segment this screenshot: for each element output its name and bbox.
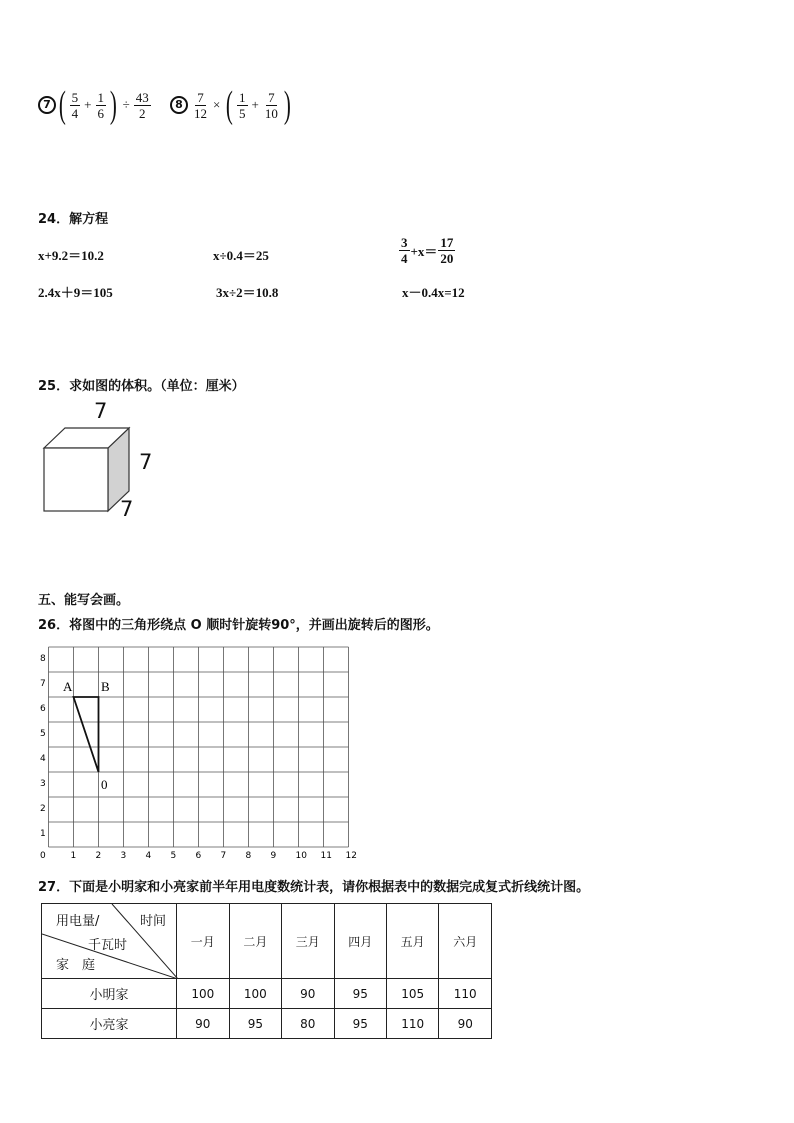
right-paren: ) (283, 84, 291, 126)
left-paren: ( (226, 84, 234, 126)
fraction: $\frac{3}{4}$ (401, 235, 408, 266)
point-b-label: B (101, 679, 110, 694)
fraction: $\frac{43}{2}$ (135, 89, 149, 121)
triangle-abo (74, 697, 99, 772)
month-header: 二月 (229, 904, 282, 979)
fraction: $\frac{1}{6}$ (97, 89, 104, 121)
q26-title: 26．将图中的三角形绕点 O 顺时针旋转90°，并画出旋转后的图形。 (38, 618, 439, 633)
cube-depth-dimension: 7 (120, 497, 134, 521)
x-axis-labels (40, 851, 357, 860)
table-cell: 80 (282, 1009, 334, 1039)
x-tick-label: 11 (320, 851, 332, 860)
x-tick-label: 8 (245, 851, 252, 860)
fraction: $\frac{7}{10}$ (264, 89, 278, 121)
y-tick-label: 3 (40, 779, 46, 789)
x-tick-label: 1 (70, 851, 77, 860)
q25-title: 25．求如图的体积。（单位：厘米） (38, 379, 245, 394)
x-tick-label: 0 (40, 851, 46, 860)
y-tick-label: 6 (40, 704, 46, 714)
table-cell: 95 (334, 1009, 386, 1039)
table-row (42, 1009, 492, 1039)
y-tick-label: 1 (40, 829, 46, 839)
electricity-usage-table (41, 903, 492, 1039)
equation-4: 2.4x＋9＝105 (38, 285, 113, 300)
x-tick-label: 9 (270, 851, 277, 860)
table-cell: 110 (386, 1009, 439, 1039)
family-name-cell: 小亮家 (42, 1009, 177, 1039)
month-header: 四月 (334, 904, 386, 979)
y-tick-label: 4 (40, 754, 46, 764)
rotation-grid (36, 645, 360, 860)
cube-top-dimension: 7 (94, 399, 108, 423)
q24-title: 24．解方程 (38, 212, 109, 227)
x-tick-label: 12 (345, 851, 357, 860)
x-tick-label: 4 (145, 851, 152, 860)
cube-right-dimension: 7 (139, 450, 153, 474)
family-name-cell: 小明家 (42, 979, 177, 1009)
table-cell: 100 (177, 979, 230, 1009)
q27-title: 27．下面是小明家和小亮家前半年用电度数统计表，请你根据表中的数据完成复式折线统计图。 (38, 880, 590, 895)
problem-7-number: 7 (38, 96, 56, 114)
table-cell: 95 (229, 1009, 282, 1039)
table-cell: 100 (229, 979, 282, 1009)
y-axis-labels (40, 654, 46, 839)
table-cell: 90 (439, 1009, 492, 1039)
fraction: $\frac{5}{4}$ (71, 89, 79, 121)
problem-8: 8 $\frac{7}{12}$ × ( $\frac{1}{5}$ + $\frac{7}{10}$ ) (170, 86, 294, 124)
equation-2: x÷0.4＝25 (213, 248, 269, 263)
header-usage-label: 用电量/ (56, 914, 100, 929)
table-cell: 110 (439, 979, 492, 1009)
header-family-label: 家 庭 (56, 958, 96, 973)
section-5-title: 五、能写会画。 (38, 593, 130, 608)
x-tick-label: 7 (220, 851, 227, 860)
x-tick-label: 6 (195, 851, 202, 860)
point-a-label: A (63, 679, 73, 694)
x-tick-label: 5 (170, 851, 177, 860)
y-tick-label: 8 (40, 654, 46, 664)
cube-front-face (44, 448, 108, 511)
problem-8-number: 8 (170, 96, 188, 114)
month-header: 五月 (386, 904, 439, 979)
fraction: $\frac{17}{20}$ (440, 235, 454, 266)
fraction: $\frac{7}{12}$ (194, 89, 207, 121)
fraction: $\frac{1}{5}$ (239, 89, 246, 121)
equation-1: x+9.2＝10.2 (38, 248, 104, 263)
header-unit-label: 千瓦时 (88, 938, 128, 953)
x-tick-label: 3 (120, 851, 127, 860)
problem-7: 7 ( $\frac{5}{4}$ + $\frac{1}{6}$ ) ÷ $\frac{43}{2}$ (38, 86, 152, 124)
right-paren: ) (109, 84, 117, 126)
point-o-label: 0 (101, 777, 108, 792)
table-row (42, 979, 492, 1009)
x-tick-label: 2 (95, 851, 102, 860)
month-header: 一月 (177, 904, 230, 979)
month-header: 六月 (439, 904, 492, 979)
grid-lines (49, 647, 349, 847)
header-time-label: 时间 (140, 914, 167, 929)
table-cell: 90 (177, 1009, 230, 1039)
month-header: 三月 (282, 904, 334, 979)
equation-5: 3x÷2＝10.8 (216, 285, 279, 300)
y-tick-label: 7 (40, 679, 46, 689)
table-cell: 95 (334, 979, 386, 1009)
y-tick-label: 5 (40, 729, 46, 739)
equation-3: $\frac{3}{4}$ +x＝ $\frac{17}{20}$ (401, 235, 454, 266)
equation-6: x－0.4x=12 (402, 285, 465, 300)
left-paren: ( (58, 84, 66, 126)
y-tick-label: 2 (40, 804, 46, 814)
table-header-diagonal-cell (42, 904, 177, 979)
table-cell: 105 (386, 979, 439, 1009)
x-tick-label: 10 (295, 851, 307, 860)
table-cell: 90 (282, 979, 334, 1009)
